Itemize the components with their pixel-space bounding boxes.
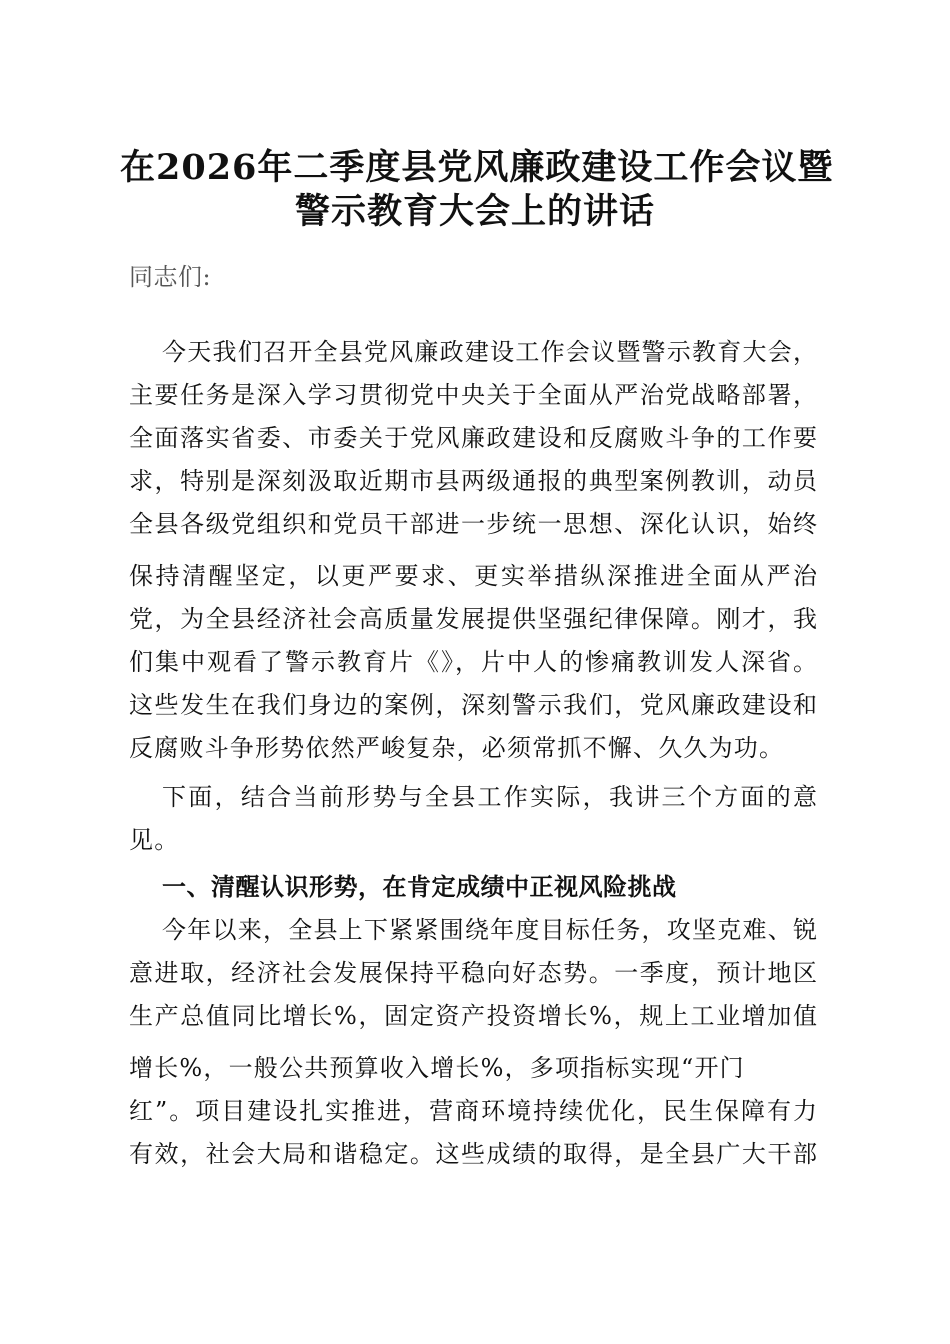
paragraph-line: 反腐败斗争形势依然严峻复杂，必须常抓不懈、久久为功。 <box>129 734 785 762</box>
paragraph-line: 们集中观看了警示教育片《》，片中人的惨痛教训发人深省。 <box>129 648 817 676</box>
paragraph-line: 这些发生在我们身边的案例，深刻警示我们，党风廉政建设和 <box>129 691 817 719</box>
section-heading-1: 一、清醒认识形势，在肯定成绩中正视风险挑战 <box>162 872 677 901</box>
paragraph-line: 求，特别是深刻汲取近期市县两级通报的典型案例教训，动员 <box>129 467 817 495</box>
paragraph-line: 今天我们召开全县党风廉政建设工作会议暨警示教育大会， <box>162 338 817 366</box>
salutation: 同志们: <box>129 263 212 291</box>
paragraph-line: 党，为全县经济社会高质量发展提供坚强纪律保障。刚才，我 <box>129 605 817 633</box>
paragraph-line: 保持清醒坚定，以更严要求、更实举措纵深推进全面从严治 <box>129 562 817 590</box>
paragraph-line: 主要任务是深入学习贯彻党中央关于全面从严治党战略部署， <box>129 381 817 409</box>
title-line-1: 在2026年二季度县党风廉政建设工作会议暨 <box>120 147 834 188</box>
paragraph-line: 意进取，经济社会发展保持平稳向好态势。一季度，预计地区 <box>129 959 817 987</box>
paragraph-line: 全县各级党组织和党员干部进一步统一思想、深化认识，始终 <box>129 510 817 538</box>
paragraph-line: 下面，结合当前形势与全县工作实际，我讲三个方面的意 <box>162 783 817 811</box>
paragraph-line: 有效，社会大局和谐稳定。这些成绩的取得，是全县广大干部 <box>129 1140 817 1168</box>
paragraph-line: 红”。项目建设扎实推进，营商环境持续优化，民生保障有力 <box>129 1097 817 1125</box>
paragraph-line: 今年以来，全县上下紧紧围绕年度目标任务，攻坚克难、锐 <box>162 916 817 944</box>
paragraph-line: 见。 <box>129 826 180 854</box>
title-line-2: 警示教育大会上的讲话 <box>294 191 655 232</box>
paragraph-line: 生产总值同比增长%，固定资产投资增长%，规上工业增加值 <box>129 1002 817 1030</box>
paragraph-line: 增长%，一般公共预算收入增长%，多项指标实现“开门 <box>129 1054 745 1082</box>
paragraph-line: 全面落实省委、市委关于党风廉政建设和反腐败斗争的工作要 <box>129 424 817 452</box>
